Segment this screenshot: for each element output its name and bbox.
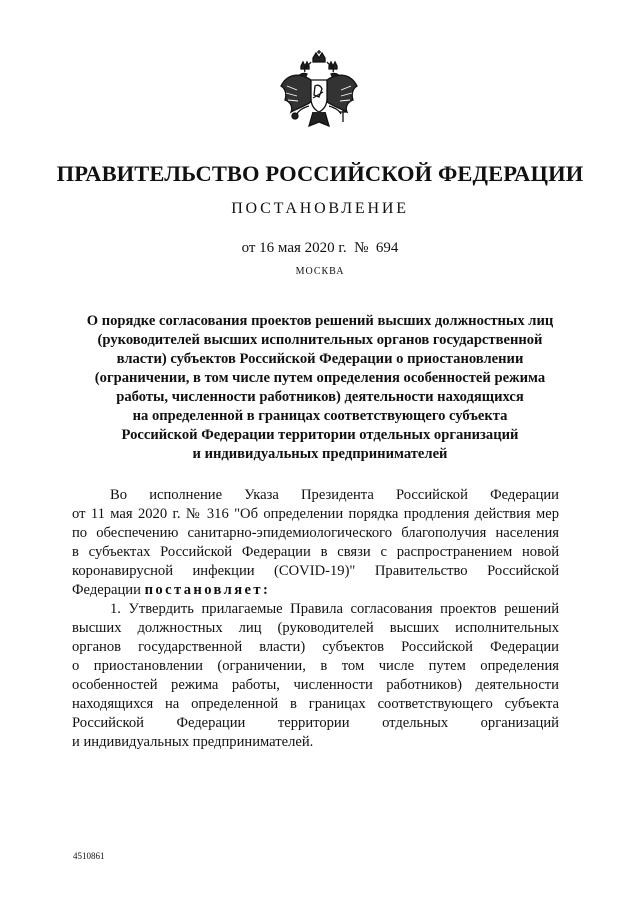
- subject-line: (ограничении, в том числе путем определения особенностей режима: [94, 370, 546, 386]
- body-line: особенностей режима работы, численности работников) деятельности: [72, 677, 559, 693]
- body-line: о приостановлении (ограничении, в том числе путем определения: [72, 658, 559, 674]
- body-line: 1. Утвердить прилагаемые Правила согласования проектов решений: [110, 601, 559, 617]
- resolution-keyword: постановляет:: [144, 582, 271, 598]
- subject-line: на определенной в границах соответствующего субъекта: [132, 408, 508, 424]
- issue-city: МОСКВА: [295, 266, 345, 277]
- document-code: 4510861: [73, 851, 105, 861]
- document-subject: [60, 312, 580, 464]
- body-line: в субъектах Российской Федерации в связи с распространением новой: [72, 544, 559, 560]
- body-line: по обеспечению санитарно-эпидемиологического благополучия населения: [72, 525, 559, 541]
- subject-line: власти) субъектов Российской Федерации о приостановлении: [116, 351, 524, 367]
- body-line: от 11 мая 2020 г. № 316 "Об определении порядка продления действия мер: [72, 506, 559, 522]
- body-line: органов государственной власти) субъектов Российской Федерации: [72, 639, 559, 655]
- body-line: Российской Федерации территории отдельных организаций: [72, 715, 559, 731]
- coat-of-arms-icon: [273, 50, 365, 142]
- government-title: ПРАВИТЕЛЬСТВО РОССИЙСКОЙ ФЕДЕРАЦИИ: [56, 161, 584, 186]
- subject-line: Российской Федерации территории отдельных организаций: [121, 427, 519, 443]
- document-type: ПОСТАНОВЛЕНИЕ: [231, 200, 409, 217]
- subject-line: работы, численности работников) деятельности находящихся: [116, 389, 524, 405]
- body-line: Во исполнение Указа Президента Российской Федерации: [110, 487, 559, 503]
- body-line: высших должностных лиц (руководителей высших исполнительных: [72, 620, 559, 636]
- body-line: находящихся на определенной в границах соответствующего субъекта: [72, 696, 559, 712]
- body-line: коронавирусной инфекции (COVID-19)" Правительство Российской: [72, 563, 559, 579]
- body-line: и индивидуальных предпринимателей.: [72, 734, 314, 750]
- date-and-number: от 16 мая 2020 г. № 694: [241, 240, 399, 256]
- body-line-prefix: Федерации: [72, 582, 141, 598]
- body-line: [72, 581, 559, 600]
- subject-line: (руководителей высших исполнительных органов государственной: [97, 332, 543, 348]
- subject-line: и индивидуальных предпринимателей: [192, 446, 448, 462]
- subject-line: О порядке согласования проектов решений высших должностных лиц: [86, 313, 554, 329]
- document-body: [72, 486, 559, 752]
